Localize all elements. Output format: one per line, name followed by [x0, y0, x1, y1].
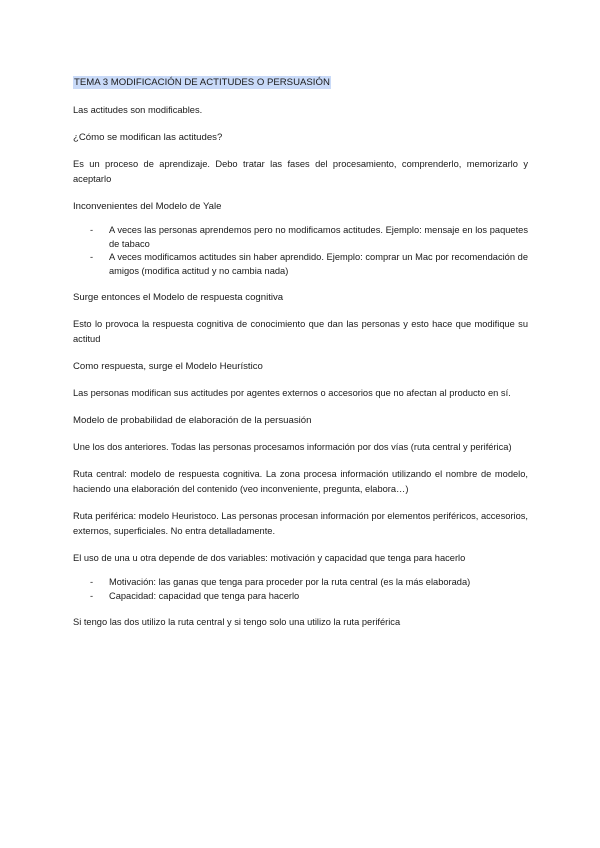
- heading-heuristico[interactable]: Como respuesta, surge el Modelo Heurístico: [73, 361, 263, 372]
- list-item[interactable]: [73, 251, 528, 278]
- paragraph-cognitiva[interactable]: Esto lo provoca la respuesta cognitiva de conocimiento que dan las personas y esto hace que modifique su actitud: [73, 319, 528, 344]
- variables-list: [73, 576, 528, 603]
- document-body: [73, 72, 528, 642]
- list-item[interactable]: [73, 224, 528, 251]
- bullet-dash: -: [90, 577, 94, 587]
- paragraph-ruta-central[interactable]: Ruta central: modelo de respuesta cognitiva. La zona procesa información utilizando el nombre de modelo, haciendo una elaboración del contenido (veo inconveniente, pregunta, elabora…): [73, 469, 528, 494]
- heading-probabilidad[interactable]: Modelo de probabilidad de elaboración de la persuasión: [73, 415, 312, 426]
- heading-cognitiva[interactable]: Surge entonces el Modelo de respuesta cognitiva: [73, 292, 284, 303]
- list-item-text: Capacidad: capacidad que tenga para hacerlo: [109, 590, 300, 601]
- paragraph-proceso[interactable]: Es un proceso de aprendizaje. Debo tratar las fases del procesamiento, comprenderlo, memorizarlo y aceptarlo: [73, 159, 528, 184]
- paragraph-heuristico[interactable]: Las personas modifican sus actitudes por agentes externos o accesorios que no afectan al producto en sí.: [73, 388, 511, 398]
- paragraph-final[interactable]: Si tengo las dos utilizo la ruta central y si tengo solo una utilizo la ruta periférica: [73, 617, 401, 627]
- list-item-text: A veces modificamos actitudes sin haber aprendido. Ejemplo: comprar un Mac por recomendación de amigos (modifica actitud y no cambia nada): [109, 252, 528, 276]
- paragraph-uso[interactable]: El uso de una u otra depende de dos variables: motivación y capacidad que tenga para hacerlo: [73, 553, 466, 563]
- list-item-text: Motivación: las ganas que tenga para proceder por la ruta central (es la más elaborada): [109, 577, 471, 587]
- paragraph-modificables[interactable]: Las actitudes son modificables.: [73, 105, 203, 115]
- paragraph-union[interactable]: Une los dos anteriores. Todas las personas procesamos información por dos vías (ruta central y periférica): [73, 442, 512, 452]
- question-heading[interactable]: ¿Cómo se modifican las actitudes?: [73, 132, 223, 143]
- bullet-dash: -: [90, 252, 94, 262]
- document-title[interactable]: TEMA 3 MODIFICACIÓN DE ACTITUDES O PERSUASIÓN: [74, 77, 330, 88]
- list-item[interactable]: [73, 576, 528, 590]
- yale-list: [73, 224, 528, 278]
- list-item-text: A veces las personas aprendemos pero no modificamos actitudes. Ejemplo: mensaje en los paquetes de tabaco: [109, 225, 528, 249]
- heading-yale[interactable]: Inconvenientes del Modelo de Yale: [73, 201, 222, 212]
- paragraph-ruta-periferica[interactable]: Ruta periférica: modelo Heuristoco. Las personas procesan información por elementos periféricos, accesorios, externos, superficiales. No entra detalladamente.: [73, 511, 528, 536]
- bullet-dash: -: [90, 590, 94, 601]
- bullet-dash: -: [90, 225, 94, 235]
- list-item[interactable]: [73, 590, 528, 604]
